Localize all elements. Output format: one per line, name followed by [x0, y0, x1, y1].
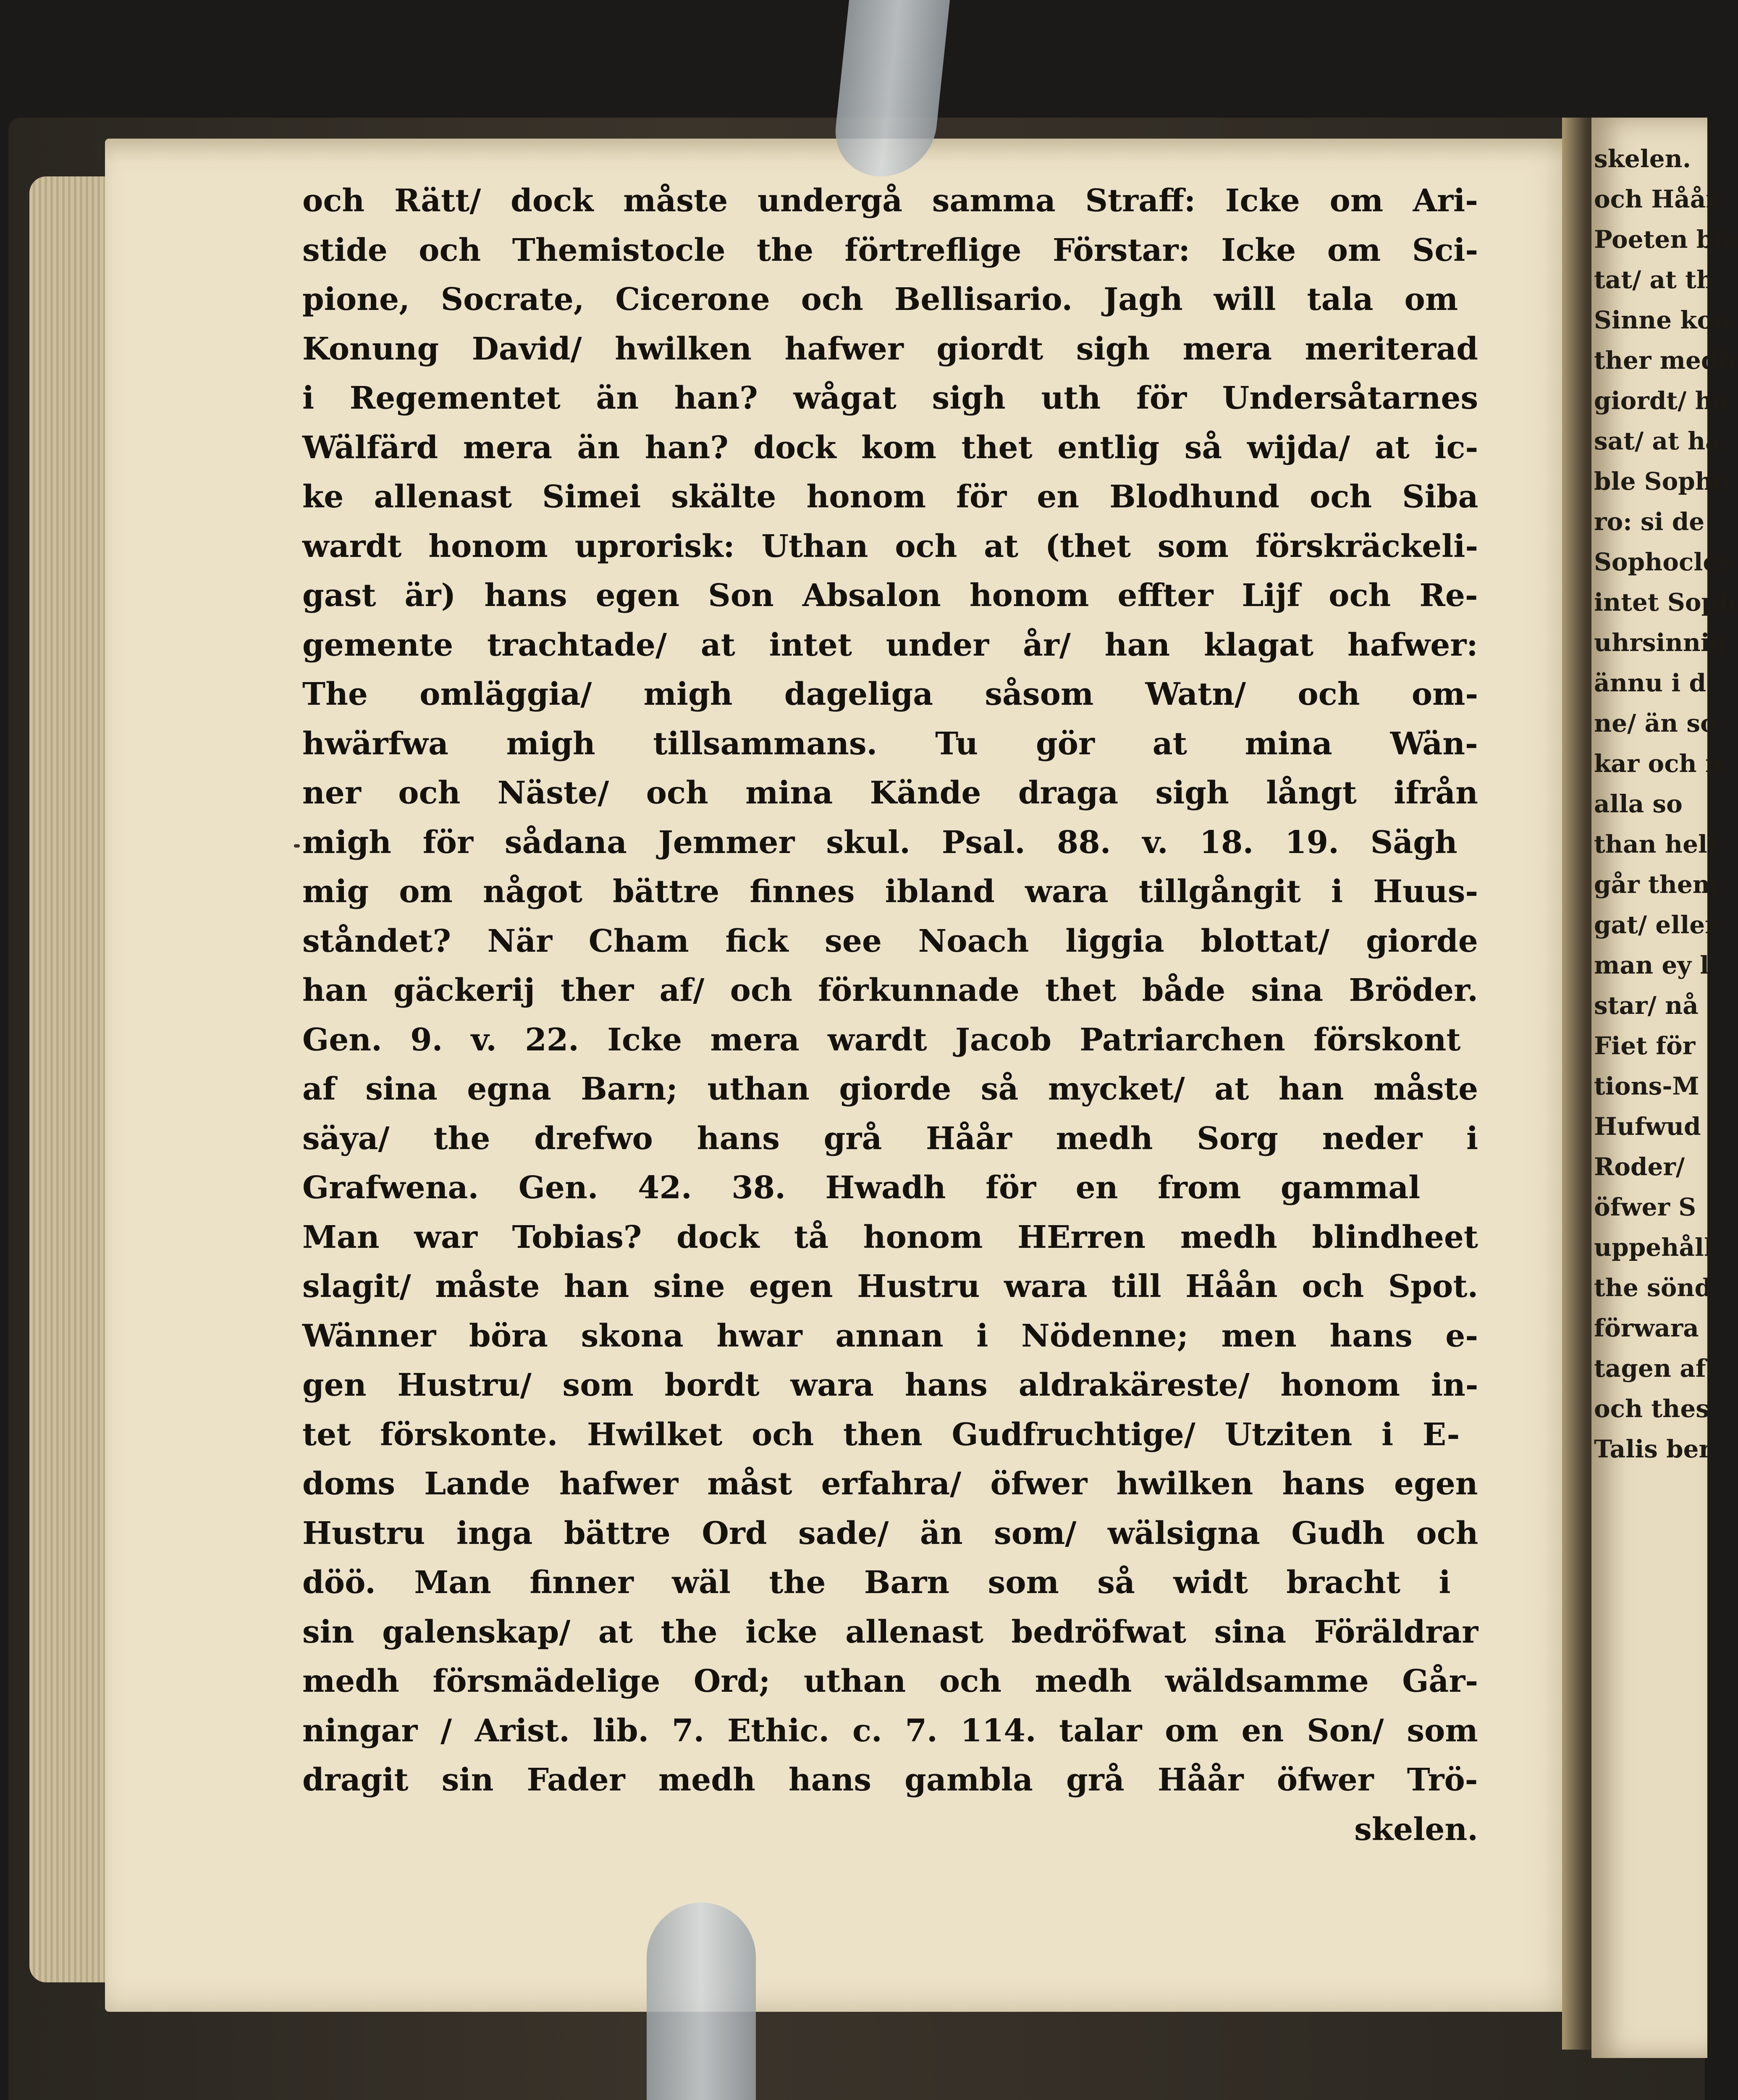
text-line: Man war Tobias? dock tå honom HErren medh blindheet	[302, 1219, 1478, 1255]
text-line: wardt honom uprorisk: Uthan och at (thet som förskräckeli-	[302, 528, 1478, 564]
adjacent-text-line: Sinne kon	[1594, 306, 1731, 334]
text-line: stide och Themistocle the förtreflige Förstar: Icke om Sci-	[302, 232, 1478, 268]
text-line: Hustru inga bättre Ord sade/ än som/ wälsigna Gudh och	[302, 1515, 1478, 1551]
text-line: Gen. 9. v. 22. Icke mera wardt Jacob Patriarchen förskont	[302, 1021, 1461, 1058]
text-line: döö. Man finner wäl the Barn som så widt bracht i	[302, 1564, 1451, 1601]
text-line: sin galenskap/ at the icke allenast bedröfwat sina Föräldrar	[302, 1614, 1478, 1650]
text-line: pione, Socrate, Cicerone och Bellisario. Jagh will tala om	[302, 281, 1458, 318]
text-line: Grafwena. Gen. 42. 38. Hwadh för en from gammal	[302, 1170, 1421, 1206]
text-line: mig om något bättre finnes ibland wara tillgångit i Huus-	[302, 874, 1478, 910]
adjacent-text-line: Sophocles	[1594, 548, 1732, 576]
adjacent-text-line: alla so	[1594, 790, 1683, 818]
adjacent-text-line: gat/ eller	[1594, 911, 1718, 939]
text-line: ke allenast Simei skälte honom för en Blodhund och Siba	[302, 479, 1478, 515]
adjacent-text-line: ble Sopho	[1594, 467, 1729, 496]
text-line: gemente trachtade/ at intet under år/ han klagat hafwer:	[302, 627, 1478, 663]
adjacent-text-line: intet Soph	[1594, 588, 1736, 617]
adjacent-text-line: Fiet för	[1594, 1032, 1696, 1060]
adjacent-text-line: kar och n	[1594, 749, 1723, 778]
adjacent-text-line: öfwer S	[1594, 1193, 1696, 1221]
adjacent-text-line: than hell	[1594, 830, 1717, 858]
adjacent-text-line: Roder/	[1594, 1152, 1685, 1181]
adjacent-text-line: ro: si de	[1594, 507, 1705, 536]
adjacent-text-line: the sönd	[1594, 1273, 1712, 1302]
text-line: slagit/ måste han sine egen Hustru wara till Håån och Spot.	[302, 1268, 1478, 1305]
text-line: ståndet? När Cham fick see Noach liggia blottat/ giorde	[302, 923, 1478, 959]
text-line: och Rätt/ dock måste undergå samma Straff: Icke om Ari-	[302, 183, 1478, 219]
text-line: gast är) hans egen Son Absalon honom effter Lijf och Re-	[302, 578, 1478, 614]
adjacent-text-line: tagen af	[1594, 1354, 1706, 1383]
text-line: säya/ the drefwo hans grå Håår medh Sorg neder i	[302, 1120, 1478, 1157]
adjacent-text-line: tat/ at th	[1594, 265, 1714, 294]
text-line: skelen.	[1354, 1811, 1478, 1848]
adjacent-text-line: sat/ at ha	[1594, 427, 1721, 455]
bottom-page-clip	[647, 1903, 756, 2100]
text-line: Wänner böra skona hwar annan i Nödenne; men hans e-	[302, 1318, 1478, 1354]
adjacent-text-line: star/ nå	[1594, 991, 1699, 1020]
adjacent-text-line: förwara	[1594, 1314, 1699, 1342]
adjacent-text-line: och Håår	[1594, 185, 1719, 213]
margin-mark	[294, 844, 300, 848]
text-line: ningar / Arist. lib. 7. Ethic. c. 7. 114. talar om en Son/ som	[302, 1712, 1478, 1749]
adjacent-text-line: går them	[1594, 870, 1719, 899]
right-page-text	[1591, 139, 1738, 1469]
text-line: hwärfwa migh tillsammans. Tu gör at mina Wän-	[302, 725, 1478, 762]
text-line: gen Hustru/ som bordt wara hans aldrakäreste/ honom in-	[302, 1367, 1478, 1403]
text-line: medh försmädelige Ord; uthan och medh wäldsamme Går-	[302, 1663, 1478, 1699]
adjacent-text-line: Talis ber	[1594, 1435, 1712, 1463]
adjacent-text-line: uhrsinnig	[1594, 628, 1727, 657]
adjacent-text-line: Hufwud	[1594, 1112, 1701, 1141]
text-line: Wälfärd mera än han? dock kom thet entlig så wijda/ at ic-	[302, 429, 1478, 466]
text-line: i Regementet än han? wågat sigh uth för Undersåtarnes	[302, 380, 1478, 416]
adjacent-text-line: skelen.	[1594, 144, 1691, 173]
adjacent-text-line: Poeten ble	[1594, 225, 1738, 254]
adjacent-text-line: ther medh	[1594, 346, 1736, 375]
adjacent-text-line: ännu i d	[1594, 669, 1707, 697]
text-line: Konung David/ hwilken hafwer giordt sigh mera meriterad	[302, 331, 1478, 367]
text-line: han gäckerij ther af/ och förkunnade thet både sina Bröder.	[302, 972, 1478, 1008]
text-line: af sina egna Barn; uthan giorde så mycket/ at han måste	[302, 1071, 1478, 1107]
adjacent-text-line: tions-M	[1594, 1072, 1699, 1100]
adjacent-text-line: ne/ än so	[1594, 709, 1717, 738]
text-line: dragit sin Fader medh hans gambla grå Håår öfwer Trö-	[302, 1762, 1478, 1798]
adjacent-text-line: uppehåll	[1594, 1233, 1713, 1262]
text-line: migh för sådana Jemmer skul. Psal. 88. v. 18. 19. Sägh	[302, 824, 1458, 861]
text-line: doms Lande hafwer måst erfahra/ öfwer hwilken hans egen	[302, 1466, 1478, 1502]
text-line: The omläggia/ migh dageliga såsom Watn/ och om-	[302, 676, 1478, 712]
adjacent-text-line: giordt/ ha	[1594, 386, 1729, 415]
text-line: tet förskonte. Hwilket och then Gudfruchtige/ Utziten i E-	[302, 1416, 1460, 1453]
adjacent-text-line: man ey l	[1594, 951, 1709, 979]
page-text-block	[302, 176, 1478, 1854]
right-page-fragment	[1591, 118, 1738, 2058]
text-line: ner och Näste/ och mina Kände draga sigh långt ifrån	[302, 775, 1478, 811]
adjacent-text-line: och thes	[1594, 1394, 1709, 1423]
